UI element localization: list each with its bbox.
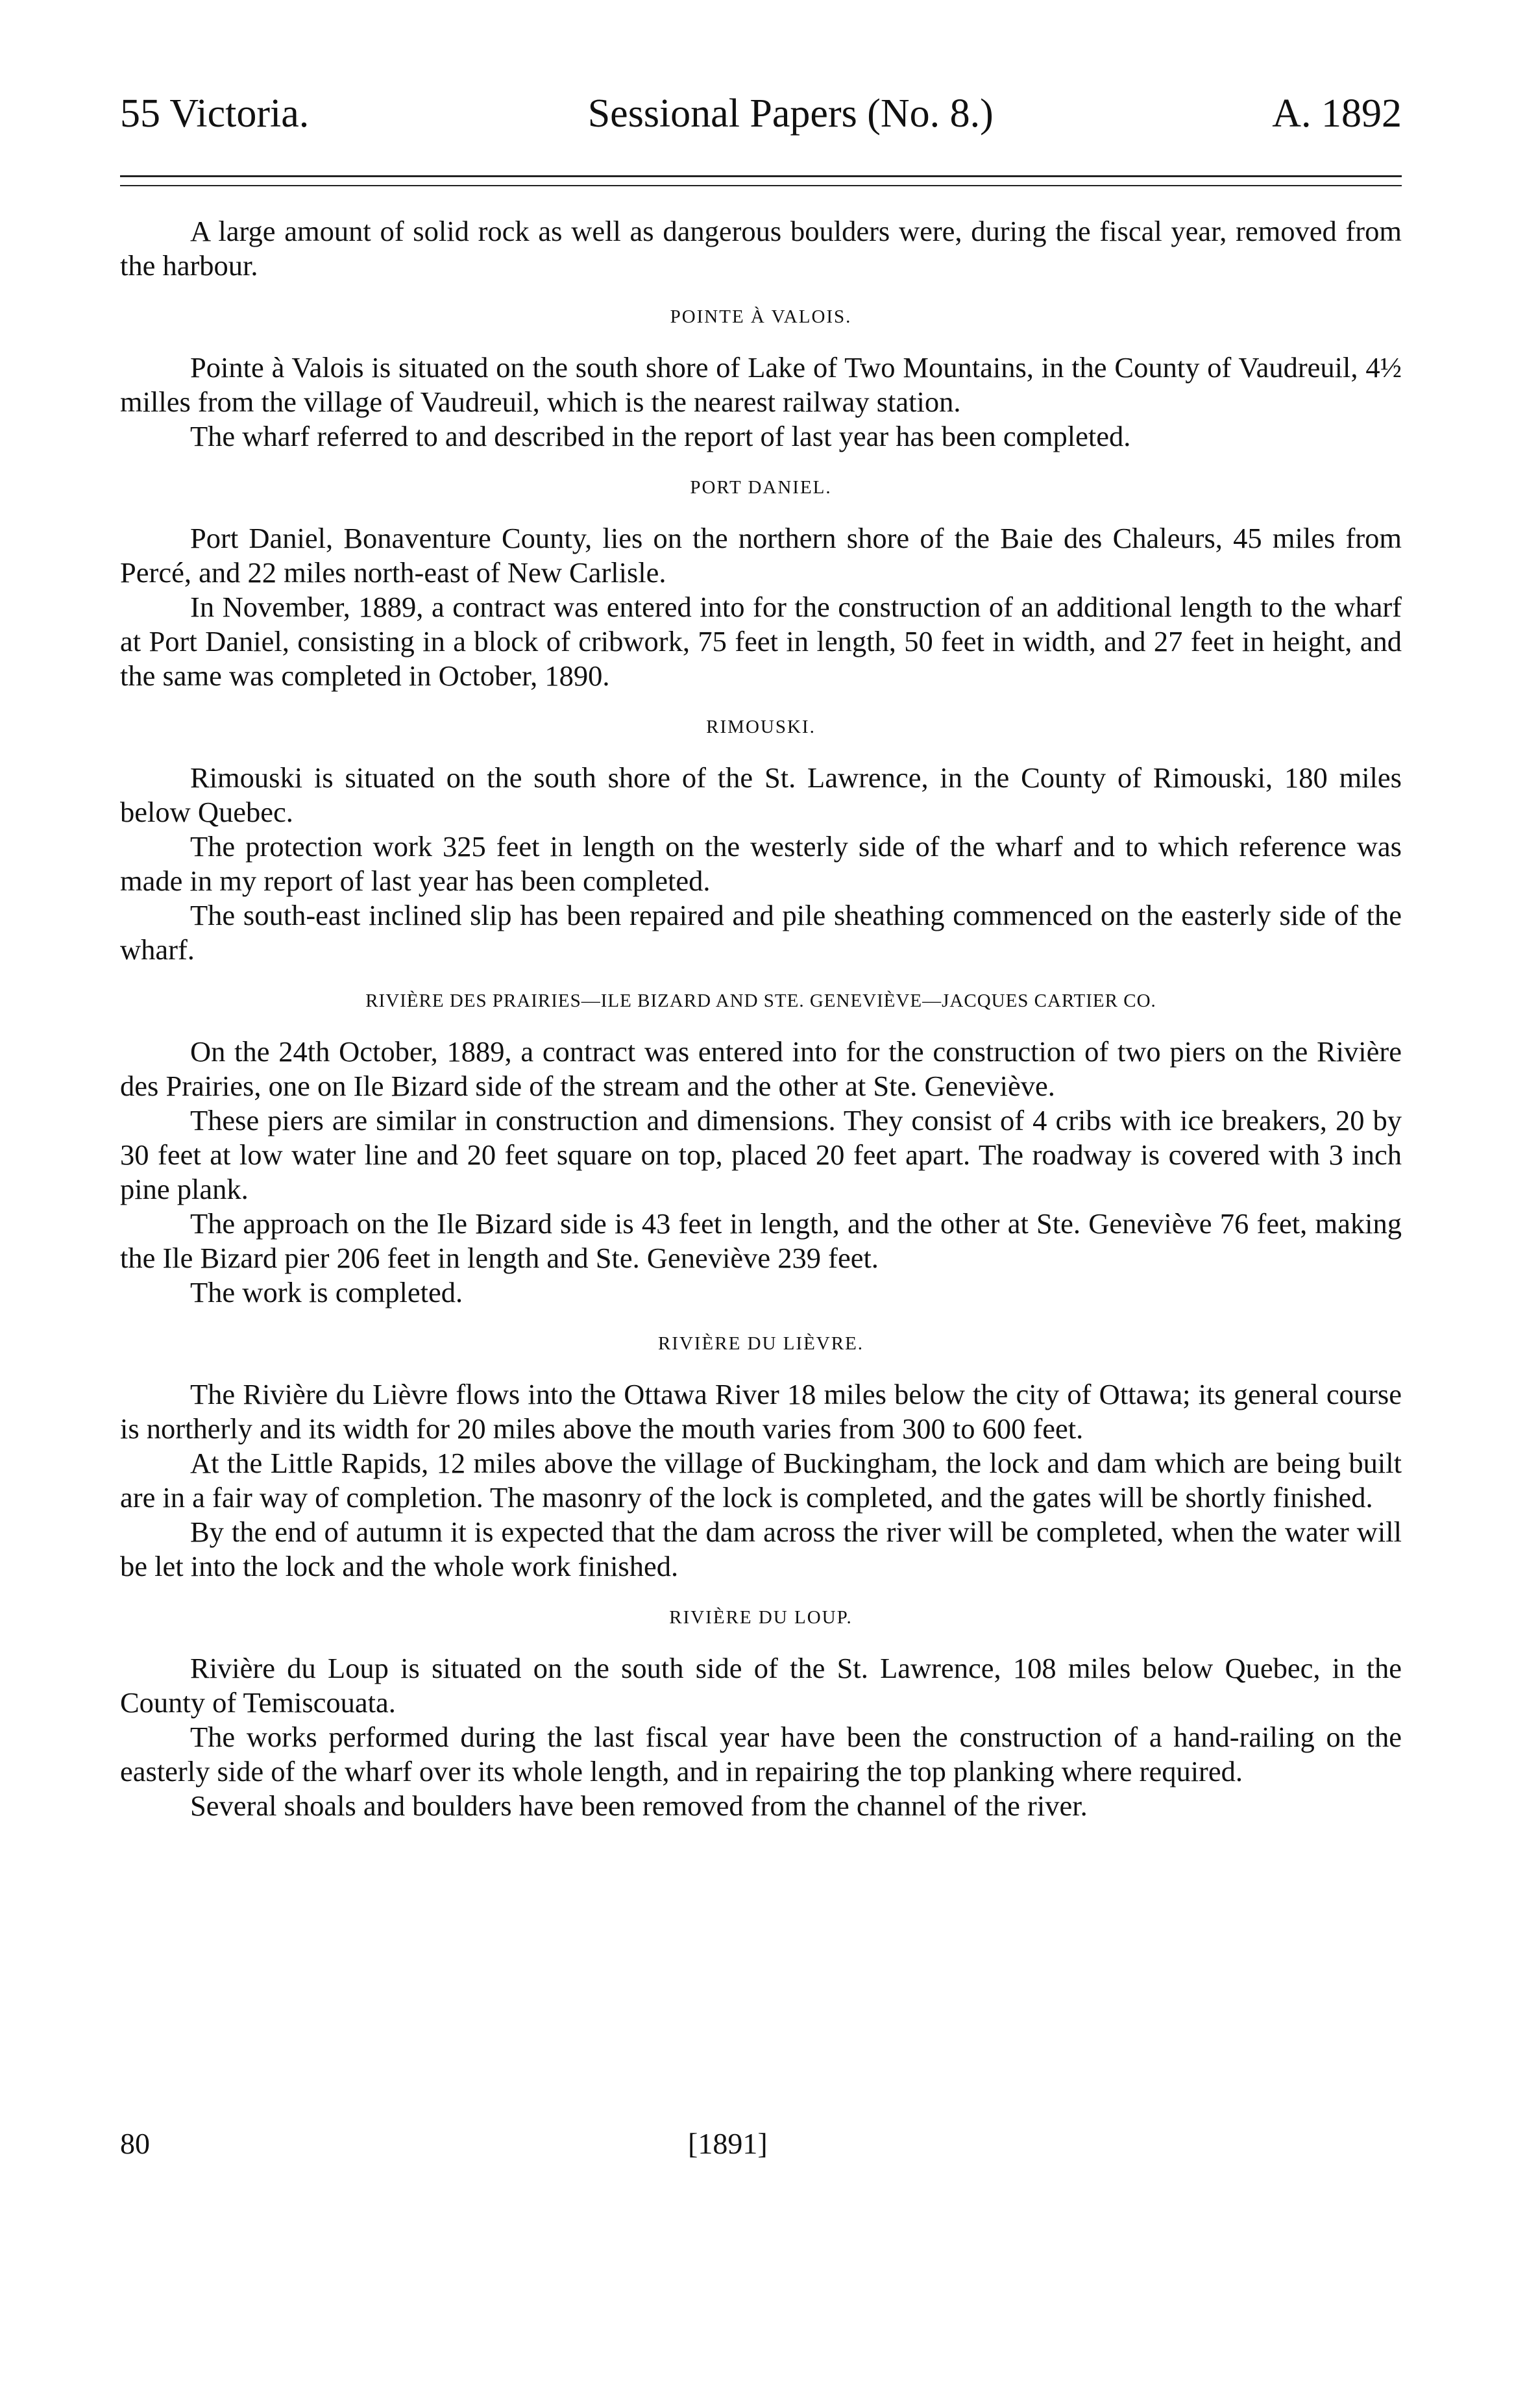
riviere-des-prairies-paragraph-4: The work is completed.: [190, 1276, 463, 1308]
header-rule-top: [120, 175, 1402, 177]
page-number: 80: [120, 2127, 150, 2160]
header-volume: 55 Victoria.: [120, 92, 310, 136]
riviere-des-prairies-paragraph-1: On the 24th October, 1889, a contract was entered into for the construction of two piers on the Rivière des Prairies, one on Ile Bizard side of the stream and the other at Ste. Geneviève.: [120, 1035, 1402, 1102]
running-header: [120, 88, 1402, 140]
header-rule-bottom: [120, 185, 1402, 186]
intro-paragraph: A large amount of solid rock as well as dangerous boulders were, during the fiscal year, removed from the harbour.: [120, 215, 1402, 282]
rimouski-paragraph-3: The south-east inclined slip has been repaired and pile sheathing commenced on the easterly side of the wharf.: [120, 899, 1402, 966]
riviere-du-loup-paragraph-2: The works performed during the last fiscal year have been the construction of a hand-railing on the easterly side of the wharf over its whole length, and in repairing the top planking where required.: [120, 1721, 1402, 1788]
riviere-du-lievre-paragraph-3: By the end of autumn it is expected that the dam across the river will be completed, when the water will be let into the lock and the whole work finished.: [120, 1516, 1402, 1582]
section-heading-rimouski: RIMOUSKI.: [706, 717, 816, 737]
document-code: [1891]: [688, 2127, 768, 2160]
riviere-des-prairies-paragraph-3: The approach on the Ile Bizard side is 43 feet in length, and the other at Ste. Geneviève 76 feet, making the Ile Bizard pier 206 feet in length and Ste. Geneviève 239 feet.: [120, 1207, 1402, 1274]
riviere-du-loup-paragraph-1: Rivière du Loup is situated on the south side of the St. Lawrence, 108 miles below Quebec, in the County of Temiscouata.: [120, 1652, 1402, 1719]
port-daniel-paragraph-2: In November, 1889, a contract was entered into for the construction of an additional length to the wharf at Port Daniel, consisting in a block of cribwork, 75 feet in length, 50 feet in width, and 27 feet in height, and the same was completed in October, 1890.: [120, 591, 1402, 692]
port-daniel-paragraph-1: Port Daniel, Bonaventure County, lies on the northern shore of the Baie des Chaleurs, 45 miles from Percé, and 22 miles north-east of New Carlisle.: [120, 522, 1402, 589]
pointe-a-valois-paragraph-2: The wharf referred to and described in the report of last year has been completed.: [190, 420, 1131, 452]
page-body: [120, 214, 1402, 1823]
section-heading-riviere-du-lievre: RIVIÈRE DU LIÈVRE.: [657, 1333, 864, 1354]
section-heading-riviere-du-loup: RIVIÈRE DU LOUP.: [669, 1607, 853, 1628]
header-year: A. 1892: [1272, 92, 1402, 136]
rimouski-paragraph-1: Rimouski is situated on the south shore of the St. Lawrence, in the County of Rimouski, 180 miles below Quebec.: [120, 761, 1402, 828]
section-heading-port-daniel: PORT DANIEL.: [690, 477, 832, 498]
riviere-des-prairies-paragraph-2: These piers are similar in construction and dimensions. They consist of 4 cribs with ice breakers, 20 by 30 feet at low water line and 20 feet square on top, placed 20 feet apart. The roadway is covered with 3 inch pine plank.: [120, 1104, 1402, 1205]
section-heading-riviere-des-prairies: RIVIÈRE DES PRAIRIES—ILE BIZARD AND STE. GENEVIÈVE—JACQUES CARTIER CO.: [365, 990, 1156, 1011]
riviere-du-lievre-paragraph-2: At the Little Rapids, 12 miles above the village of Buckingham, the lock and dam which are being built are in a fair way of completion. The masonry of the lock is completed, and the gates will be shortly finished.: [120, 1447, 1402, 1514]
riviere-du-loup-paragraph-3: Several shoals and boulders have been removed from the channel of the river.: [190, 1789, 1088, 1822]
header-title: Sessional Papers (No. 8.): [587, 92, 994, 136]
pointe-a-valois-paragraph-1: Pointe à Valois is situated on the south shore of Lake of Two Mountains, in the County of Vaudreuil, 4½ milles from the village of Vaudreuil, which is the nearest railway station.: [120, 351, 1402, 418]
section-heading-pointe-a-valois: POINTE À VALOIS.: [670, 306, 852, 327]
riviere-du-lievre-paragraph-1: The Rivière du Lièvre flows into the Ottawa River 18 miles below the city of Ottawa; its general course is northerly and its width for 20 miles above the mouth varies from 300 to 600 feet.: [120, 1378, 1402, 1445]
rimouski-paragraph-2: The protection work 325 feet in length on the westerly side of the wharf and to which reference was made in my report of last year has been completed.: [120, 830, 1402, 897]
